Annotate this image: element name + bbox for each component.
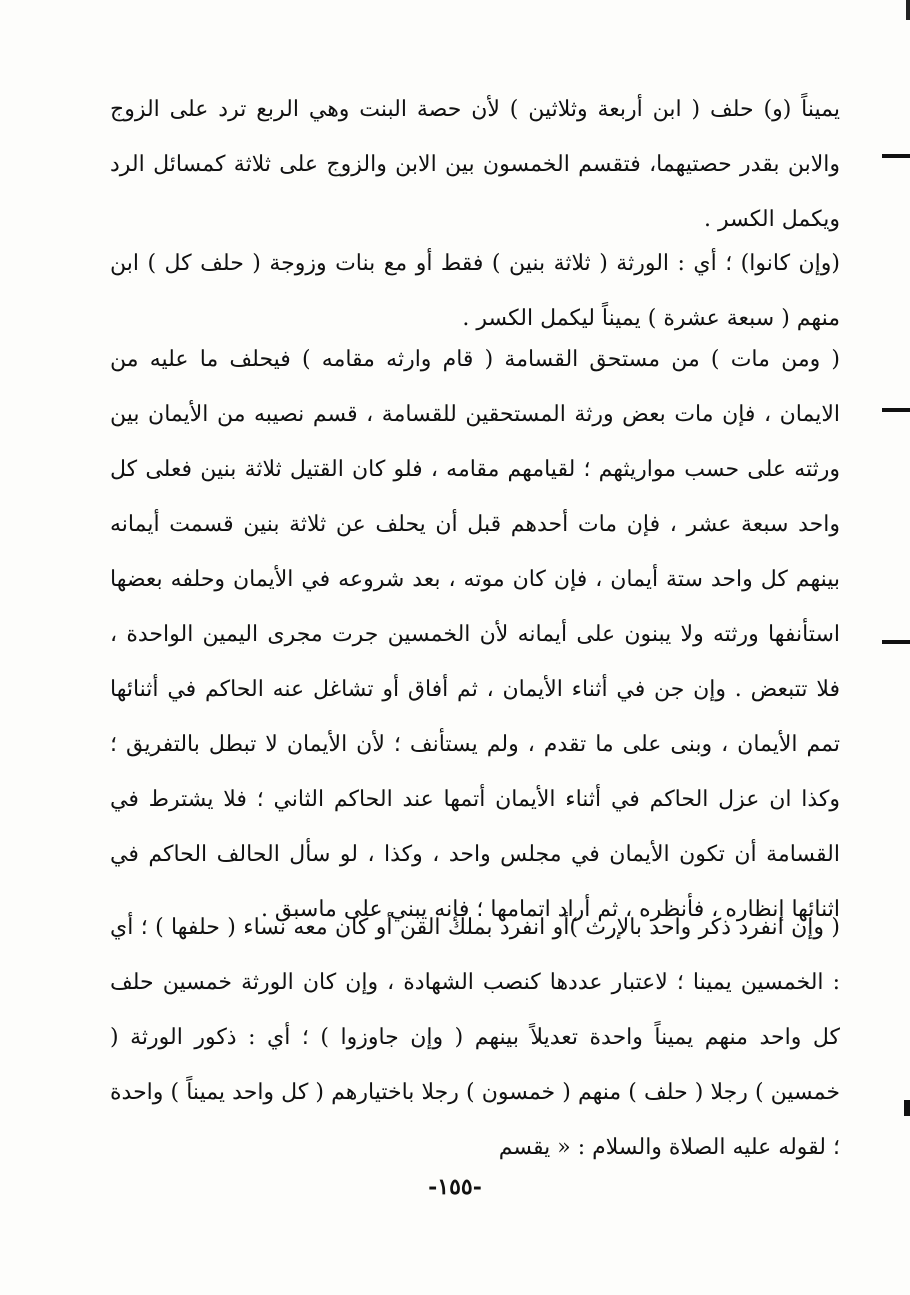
paragraph-4-text: ( وإن انفرد ذكر واحد بالإرث )أو انفرد بملك القن أو كان معه نساء ( حلفها ) ؛ أي : الخمسين يمينا ؛ لاعتبار عددها كنصب الشهادة ، وإن كان الورثة خمسين حلف كل واحد منهم يميناً واحدة تعديلاً بينهم ( وإن جاوزوا ) ؛ أي : ذكور الورثة ( خمسين ) رجلا ( حلف ) منهم ( خمسون ) رجلا باختيارهم ( كل واحد يميناً ) واحدة ؛ لقوله عليه الصلاة والسلام : « يقسم [110, 915, 840, 1160]
paragraph-1 [110, 82, 840, 247]
paragraph-4 [110, 900, 840, 1175]
paragraph-1-text: يميناً (و) حلف ( ابن أربعة وثلاثين ) لأن حصة البنت وهي الربع ترد على الزوج والابن بقدر حصتيهما، فتقسم الخمسون بين الابن والزوج على ثلاثة كمسائل الرد ويكمل الكسر . [110, 97, 840, 232]
page-number: -١٥٥- [428, 1174, 482, 1200]
scan-corner-mark [906, 0, 910, 20]
margin-tick-mark [882, 154, 910, 158]
paragraph-2 [110, 236, 840, 346]
margin-tick-mark [882, 408, 910, 412]
margin-tick-mark [882, 640, 910, 644]
paragraph-3 [110, 332, 840, 937]
paragraph-3-text: ( ومن مات ) من مستحق القسامة ( قام وارثه مقامه ) فيحلف ما عليه من الايمان ، فإن مات بعض ورثة المستحقين للقسامة ، قسم نصيبه من الأيمان بين ورثته على حسب مواريثهم ؛ لقيامهم مقامه ، فلو كان القتيل ثلاثة بنين فعلى كل واحد سبعة عشر ، فإن مات أحدهم قبل أن يحلف عن ثلاثة بنين قسمت أيمانه بينهم كل واحد ستة أيمان ، فإن كان موته ، بعد شروعه في الأيمان وحلفه بعضها استأنفها ورثته ولا يبنون على أيمانه لأن الخمسين جرت مجرى اليمين الواحدة ، فلا تتبعض . وإن جن في أثناء الأيمان ، ثم أفاق أو تشاغل عنه الحاكم في أثنائها تمم الأيمان ، وبنى على ما تقدم ، ولم يستأنف ؛ لأن الأيمان لا تبطل بالتفريق ؛ وكذا ان عزل الحاكم في أثناء الأيمان أتمها عند الحاكم الثاني ؛ فلا يشترط في القسامة أن تكون الأيمان في مجلس واحد ، وكذا ، لو سأل الحالف الحاكم في اثنائها إنظاره ، فأنظره ، ثم أراد اتمامها ؛ فإنه يبني على ماسبق . [110, 347, 840, 922]
binding-edge-mark [904, 1100, 910, 1116]
paragraph-2-text: (وإن كانوا) ؛ أي : الورثة ( ثلاثة بنين ) فقط أو مع بنات وزوجة ( حلف كل ) ابن منهم ( سبعة عشرة ) يميناً ليكمل الكسر . [110, 251, 840, 331]
